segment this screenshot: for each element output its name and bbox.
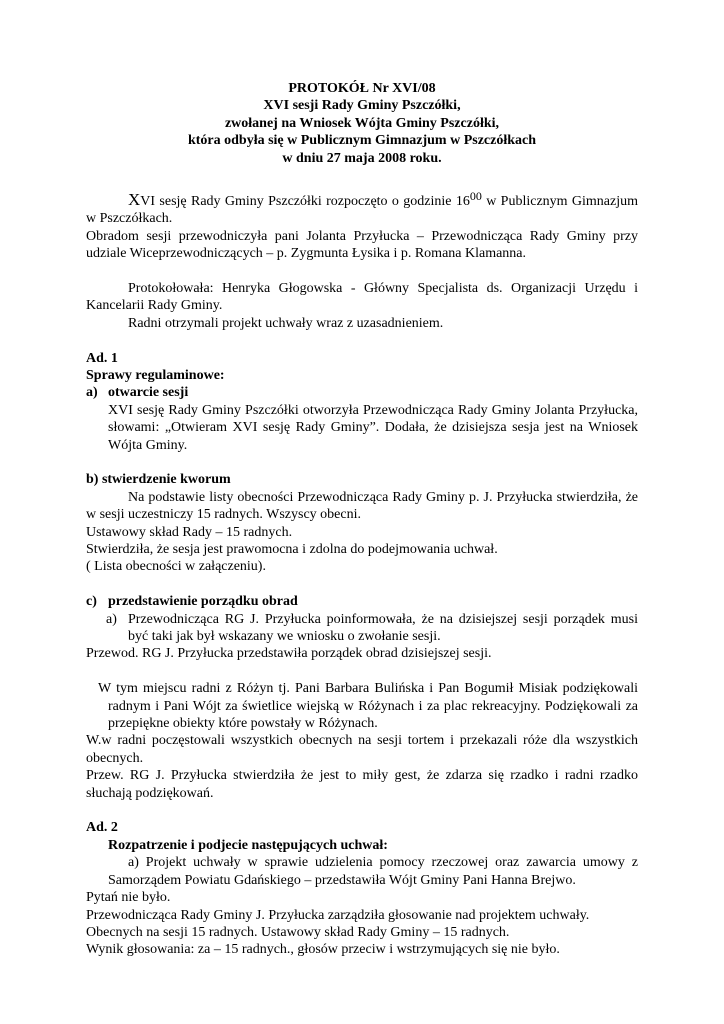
section-c-text: Przew. RG J. Przyłucka stwierdziła że jest to miły gest, że zdarza się rzadko i radni rzadko słuchają podziękowań. <box>86 768 638 801</box>
ad2-subheading: Rozpatrzenie i podjecie następujących uchwał: <box>108 837 388 853</box>
item-a-text: Przewodnicząca RG J. Przyłucka poinformowała, że na dzisiejszej sesji porządek musi być taki jak był wskazany we wniosku o zwołanie sesji. <box>128 611 638 645</box>
intro-text: VI sesję Rady Gminy Pszczółki rozpoczęto o godzinie 16 <box>140 193 470 209</box>
title-line: w dniu 27 maja 2008 roku. <box>282 150 442 166</box>
item-a-label: a) <box>106 611 117 627</box>
section-b-text: Ustawowy skład Rady – 15 radnych. <box>86 524 293 540</box>
section-a-label: a) <box>86 385 98 401</box>
section-b-text: ( Lista obecności w załączeniu). <box>86 559 266 575</box>
section-a-text: XVI sesję Rady Gminy Pszczółki otworzyła Przewodnicząca Rady Gminy Jolanta Przyłucka, słowami: „Otwieram XVI sesję Rady Gminy”. Dodała, że dzisiejsza sesja jest na Wniosek Wójta Gminy. <box>108 402 638 453</box>
section-a-title-text: otwarcie sesji <box>108 385 189 401</box>
title-line: XVI sesji Rady Gminy Pszczółki, <box>263 98 461 114</box>
intro-text-end: w Publicznym Gimnazjum w Pszczółkach. <box>86 193 639 227</box>
drop-letter: X <box>128 189 141 209</box>
section-b-text: Na podstawie listy obecności Przewodnicząca Rady Gminy p. J. Przyłucka stwierdziła, że w sesji uczestniczy 15 radnych. Wszyscy obecni. <box>86 489 638 523</box>
section-c-title-text: przedstawienie porządku obrad <box>108 594 298 610</box>
ad1-heading: Ad. 1 <box>86 350 118 366</box>
title-line: PROTOKÓŁ Nr XVI/08 <box>288 81 436 96</box>
ad2-item-a: a) Projekt uchwały w sprawie udzielenia pomocy rzeczowej oraz zawarcia umowy z Samorządem Powiatu Gdańskiego – przedstawiła Wójt Gminy Pani Hanna Brejwo. <box>108 855 638 888</box>
ad1-subheading: Sprawy regulaminowe: <box>86 367 225 383</box>
section-c-text: Przewod. RG J. Przyłucka przedstawiła porządek obrad dzisiejszej sesji. <box>86 646 492 662</box>
section-b-text: Stwierdziła, że sesja jest prawomocna i zdolna do podejmowania uchwał. <box>86 542 498 558</box>
ad2-text: Przewodnicząca Rady Gminy J. Przyłucka zarządziła głosowanie nad projektem uchwały. <box>86 907 590 923</box>
minutes-taker-paragraph: Protokołowała: Henryka Głogowska - Główny Specjalista ds. Organizacji Urzędu i Kancelarii Rady Gminy. <box>86 280 638 314</box>
section-b-title: b) stwierdzenie kworum <box>86 472 231 488</box>
draft-info-paragraph: Radni otrzymali projekt uchwały wraz z uzasadnieniem. <box>128 315 444 331</box>
ad2-heading: Ad. 2 <box>86 820 118 836</box>
intro-paragraph <box>86 188 639 228</box>
section-c-title <box>86 593 638 610</box>
section-c-label: c) <box>86 594 97 610</box>
document-title <box>86 80 638 167</box>
ad2-text: Obecnych na sesji 15 radnych. Ustawowy skład Rady Gminy – 15 radnych. <box>86 924 510 940</box>
title-line: zwołanej na Wniosek Wójta Gminy Pszczółki, <box>224 115 500 131</box>
title-line: która odbyła się w Publicznym Gimnazjum w Pszczółkach <box>187 133 537 149</box>
time-superscript: 00 <box>469 188 482 203</box>
section-c-thanks: W tym miejscu radni z Różyn tj. Pani Barbara Bulińska i Pan Bogumił Misiak podziękowali radnym i Pani Wójt za świetlice wiejską w Różynach i za plac rekreacyjny. Podziękowali za przepiękne obiekty które powstały w Różynach. <box>98 681 638 732</box>
section-c-item-a <box>86 611 638 646</box>
ad2-text: Pytań nie było. <box>86 890 171 906</box>
section-a-title <box>86 384 638 401</box>
chair-paragraph: Obradom sesji przewodniczyła pani Jolanta Przyłucka – Przewodnicząca Rady Gminy przy udziale Wiceprzewodniczących – p. Zygmunta Łysika i p. Romana Klamanna. <box>86 228 638 262</box>
ad2-text: Wynik głosowania: za – 15 radnych., głosów przeciw i wstrzymujących się nie było. <box>86 942 560 958</box>
section-c-text: W.w radni poczęstowali wszystkich obecnych na sesji tortem i przekazali róże dla wszystkich obecnych. <box>86 733 638 766</box>
document-page <box>86 80 638 959</box>
